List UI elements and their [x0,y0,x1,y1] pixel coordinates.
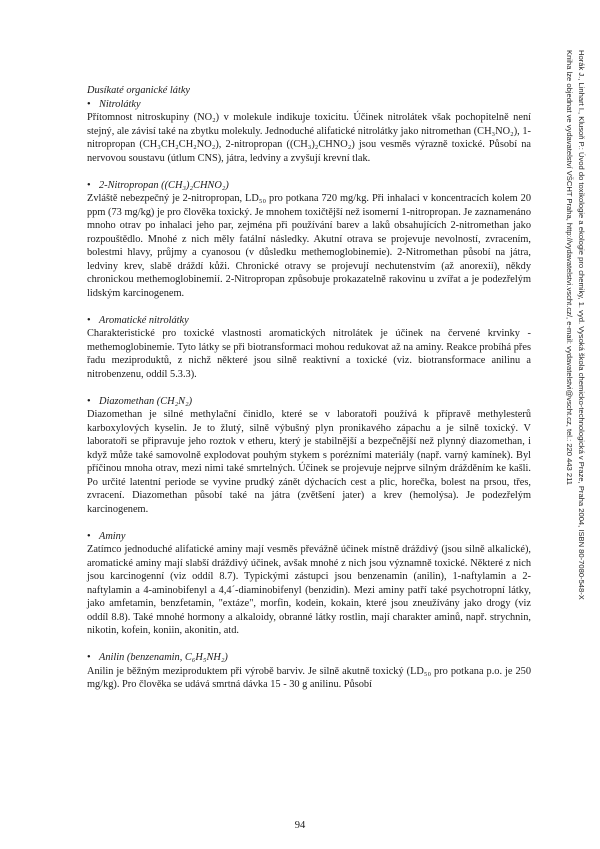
page-body [87,84,531,692]
block-heading: Aromatické nitrolátky [99,314,189,326]
block-heading: Anilin (benzenamin, C₆H₅NH₂) [99,652,228,663]
ordering-line: Kniha lze objednat ve vydavatelství VŠCHT Praha, http://vydavatelstvi.vscht.cz/, e-mail: vydavatelstvi@vscht.cz, tel.: 220 443 211 [565,50,574,485]
spacer [87,165,531,179]
block-diazomethan [87,395,531,517]
spacer [87,381,531,395]
bullet-icon: • [87,652,91,663]
spacer [87,516,531,530]
block-heading: Diazomethan (CH₂N₂) [99,395,193,407]
heading-row [87,179,531,193]
bullet-icon: • [87,314,91,326]
page-number: 94 [294,820,306,831]
heading-row [87,98,531,112]
block-anilin [87,651,531,692]
heading-row [87,530,531,544]
bullet-icon: • [87,530,91,542]
citation-line: Horák J., Linhart I., Klusoň P.: Úvod do toxikologie a ekologie pro chemiky, 1. vyd. Vysoká škola chemicko-technologická v Praze, Praha 2004, ISBN 80-7080-548-X [577,50,586,600]
heading-row [87,651,531,665]
block-heading: 2-Nitropropan ((CH₃)₂CHNO₂) [99,179,229,191]
side-citation-text [563,50,587,690]
block-paragraph: Přítomnost nitroskupiny (NO₂) v molekule indikuje toxicitu. Účinek nitrolátek však pochopitelně není stejný, ale závisí také na zbytku molekuly. Jednoduché alifatické nitrolátky jako nitromethan (CH₃NO₂), 1-nitropropan (CH₃CH₂CH₂NO₂), 2-nitropropan ((CH₃)₂CHNO₂) jsou vesměs výrazně toxické. Působí na nervovou soustavu (útlum CNS), játra, ledviny a zvyšují krevní tlak. [87,112,531,164]
block-2-nitropropan [87,179,531,301]
heading-row [87,395,531,409]
block-nitrolatky [87,98,531,166]
block-aromaticke-nitrolatky [87,314,531,382]
block-paragraph: Zatímco jednoduché alifatické aminy mají vesměs převážně účinek místně dráždivý (jsou silně alkalické), aromatické aminy mají slabší dráždivý účinek, avšak mnohé z nich jsou významně toxické. Některé z nich jsou karcinogenní (viz oddíl 8.7). Typickými zástupci jsou benzenamin (anilin), 1-naftylamin a 2-naftylamin a 4-aminobifenyl a 4,4´-diaminobifenyl (benzidin). Mezi aminy patří také psychotropní látky, jako amfetamin, benzfetamin, "extáze", morfin, kodein, kokain, které jsou zneužívány jako drogy (viz oddíl 8.8). Také mnohé hormony a alkaloidy, obranné látky rostlin, mají charakter aminů, např. strychnin, nikotin, kofein, koniin, akonitin, atd. [87,544,531,636]
section-title: Dusíkaté organické látky [87,85,191,96]
block-paragraph: Diazomethan je silné methylační činidlo, které se v laboratoři používá k přípravě methylesterů karboxylových kyselin. Je to žlutý, silně výbušný plyn pronikavého zápachu a je silně toxický. V laboratoři se připravuje jeho roztok v etheru, který je stabilnější a bezpečnější než plynný diazomethan, i když může také samovolně explodovat pouhým stykem s porézními materiály (např. varný kamínek). Byl příčinou mnoha otrav, mezi nimi také smrtelných. Účinek se projevuje nejprve silným drážděním ke kašli. Po určité latentní periode se vyvine prudký zánět dýchacích cest a plic, horečka, bolest na prsou, třes, zvracení. Diazomethan působí také na játra (zvětšení jater) a krev (hemolýsa). Je podezřelým karcinogenem. [87,409,531,515]
side-citation [547,50,587,690]
spacer [87,638,531,652]
block-paragraph: Zvláště nebezpečný je 2-nitropropan, LD₅₀ pro potkana 720 mg/kg. Při inhalaci v koncentracích kolem 20 ppm (73 mg/kg) je pro člověka toxický. Je mnohem toxičtější než isomerní 1-nitropropan. Je zaznamenáno mnoho otrav po inhalaci jeho par, zejména při používání barev a laků obsahujících 2-nitromethan jako rozpouštědlo. Mnohé z nich měly fatální následky. Akutní otrava se projevuje nevolností, zvracením, bolestmi hlavy, průjmy a cyanosou (v důsledku methemoglobinemie). 2-Nitromethan působí na játra, ledviny krev, slabě dráždí kůži. Chronické otravy se projevují nechutenstvím (až anorexií), někdy chronickou methemoglobinemií. 2-Nitropropan způsobuje prokazatelně rakovinu u zvířat a je podezřelým lidským karcinogenem. [87,193,531,299]
bullet-icon: • [87,179,91,191]
bullet-icon: • [87,395,91,407]
block-heading: Aminy [99,530,126,542]
block-heading: Nitrolátky [99,98,141,110]
heading-row [87,314,531,328]
block-aminy [87,530,531,638]
block-paragraph: Anilin je běžným meziproduktem při výrobě barviv. Je silně akutně toxický (LD₅₀ pro potkana p.o. je 250 mg/kg). Pro člověka se udává smrtná dávka 15 - 30 g anilinu. Působí [87,665,531,690]
bullet-icon: • [87,98,91,110]
spacer [87,300,531,314]
block-paragraph: Charakteristické pro toxické vlastnosti aromatických nitrolátek je účinek na červené krvinky - methemoglobinemie. Tyto látky se při biotransformaci mohou redukovat až na aminy. Reakce probíhá přes řadu meziproduktů, z nichž některé jsou silně reaktivní a toxické (viz. biotransformace anilinu a nitrobenzenu, oddíl 5.3.3). [87,328,531,380]
